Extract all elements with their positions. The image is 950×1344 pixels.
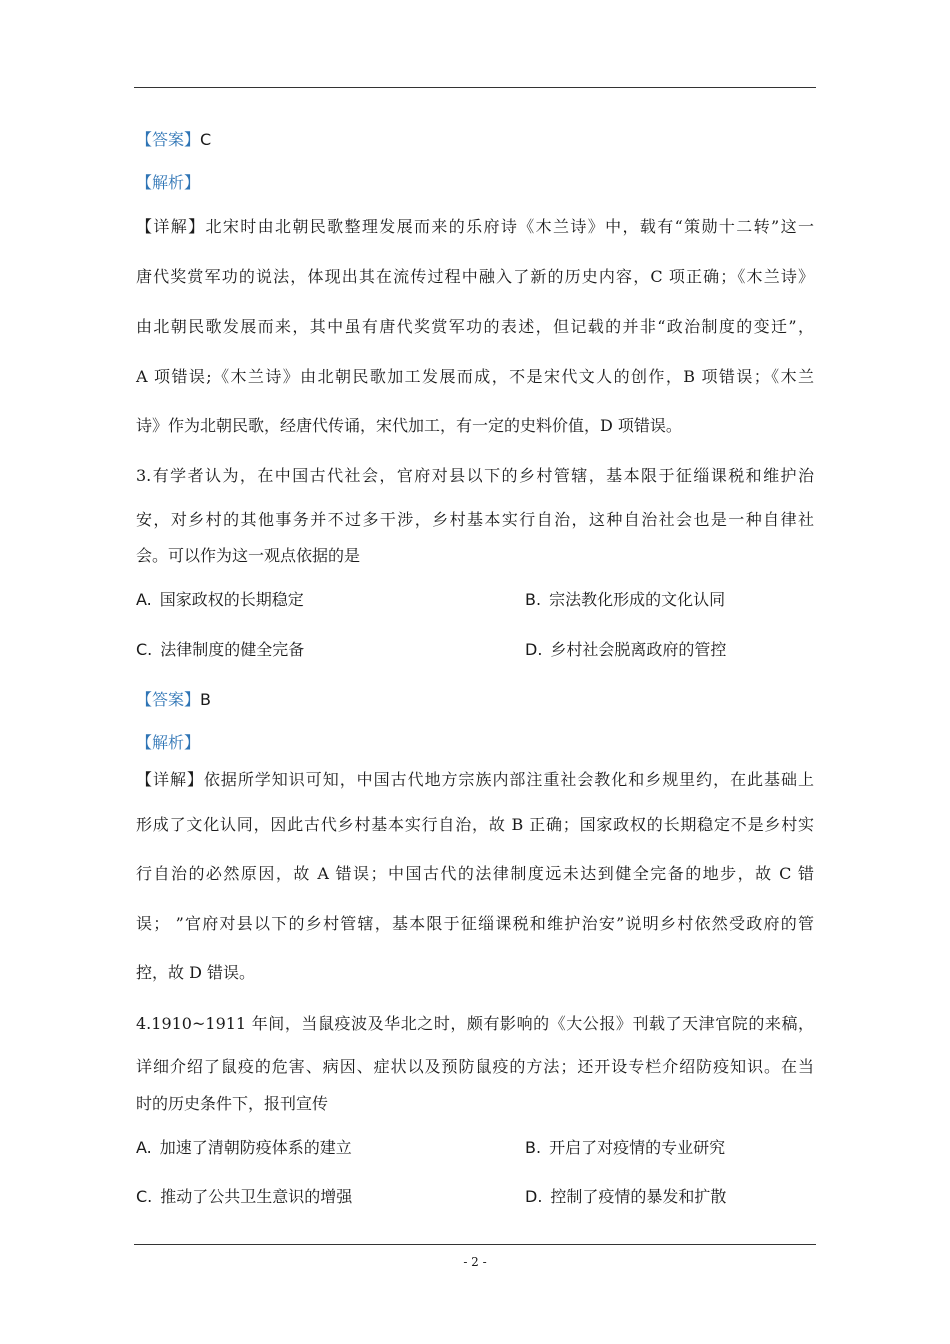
footer-rule: [134, 1244, 816, 1245]
q2-detail-line: 唐代奖赏军功的说法，体现出其在流传过程中融入了新的历史内容，C 项正确；《木兰诗》: [136, 267, 814, 286]
q3-detail-line: 形成了文化认同，因此古代乡村基本实行自治，故 B 正确；国家政权的长期稳定不是乡村实: [136, 815, 814, 834]
q3-analysis-tag: [136, 732, 200, 754]
q3-detail-line: 控，故 D 错误。: [136, 963, 256, 982]
q4-option-a: A. 加速了清朝防疫体系的建立: [136, 1138, 352, 1157]
detail-tag: 【详解】: [136, 217, 206, 236]
page-number: - 2 -: [463, 1255, 487, 1269]
q3-detail-line: 误； ”官府对县以下的乡村管辖，基本限于征缁课税和维护治安”说明乡村依然受政府的管: [136, 914, 814, 933]
q2-answer: [136, 129, 211, 151]
answer-value: C: [200, 130, 212, 149]
q4-option-d: D. 控制了疫情的暴发和扩散: [525, 1187, 727, 1206]
answer-tag: 【答案】: [136, 130, 201, 149]
answer-tag: 【答案】: [136, 690, 201, 709]
answer-value: B: [200, 690, 211, 709]
q3-detail-line: 行自治的必然原因，故 A 错误；中国古代的法律制度远未达到健全完备的地步，故 C 错: [136, 864, 814, 883]
header-rule: [134, 87, 816, 88]
q3-detail-line: 【详解】依据所学知识可知，中国古代地方宗族内部注重社会教化和乡规里约，在此基础上: [136, 770, 814, 789]
analysis-tag: 【解析】: [136, 173, 201, 192]
q2-detail-line: A 项错误;《木兰诗》由北朝民歌加工发展而成，不是宋代文人的创作，B 项错误；《木兰: [136, 367, 814, 386]
q2-detail-line: 诗》作为北朝民歌，经唐代传诵，宋代加工，有一定的史料价值，D 项错误。: [136, 416, 682, 435]
analysis-tag: 【解析】: [136, 733, 201, 752]
q2-detail-line: 由北朝民歌发展而来，其中虽有唐代奖赏军功的表述，但记载的并非“政治制度的变迁”，: [136, 317, 814, 336]
q4-stem-line: 时的历史条件下，报刊宣传: [136, 1094, 329, 1113]
q4-option-b: B. 开启了对疫情的专业研究: [525, 1138, 726, 1157]
q3-stem-line: 3.有学者认为，在中国古代社会，官府对县以下的乡村管辖，基本限于征缁课税和维护治: [136, 466, 814, 485]
q3-option-a: A. 国家政权的长期稳定: [136, 590, 304, 609]
detail-tag: 【详解】: [136, 770, 204, 789]
q4-option-c: C. 推动了公共卫生意识的增强: [136, 1187, 353, 1206]
q2-detail-line: 【详解】北宋时由北朝民歌整理发展而来的乐府诗《木兰诗》中，载有“策勋十二转”这一: [136, 217, 814, 236]
q2-analysis-tag: [136, 172, 200, 194]
q3-answer: [136, 689, 211, 711]
q3-stem-line: 会。可以作为这一观点依据的是: [136, 546, 361, 565]
q3-option-c: C. 法律制度的健全完备: [136, 640, 305, 659]
q3-option-d: D. 乡村社会脱离政府的管控: [525, 640, 727, 659]
q3-option-b: B. 宗法教化形成的文化认同: [525, 590, 726, 609]
q4-stem-line: 4.1910~1911 年间，当鼠疫波及华北之时，颇有影响的《大公报》刊载了天津官院的来稿，: [136, 1014, 814, 1033]
q3-stem-line: 安，对乡村的其他事务并不过多干涉，乡村基本实行自治，这种自治社会也是一种自律社: [136, 510, 814, 529]
q4-stem-line: 详细介绍了鼠疫的危害、病因、症状以及预防鼠疫的方法；还开设专栏介绍防疫知识。在当: [136, 1057, 814, 1076]
